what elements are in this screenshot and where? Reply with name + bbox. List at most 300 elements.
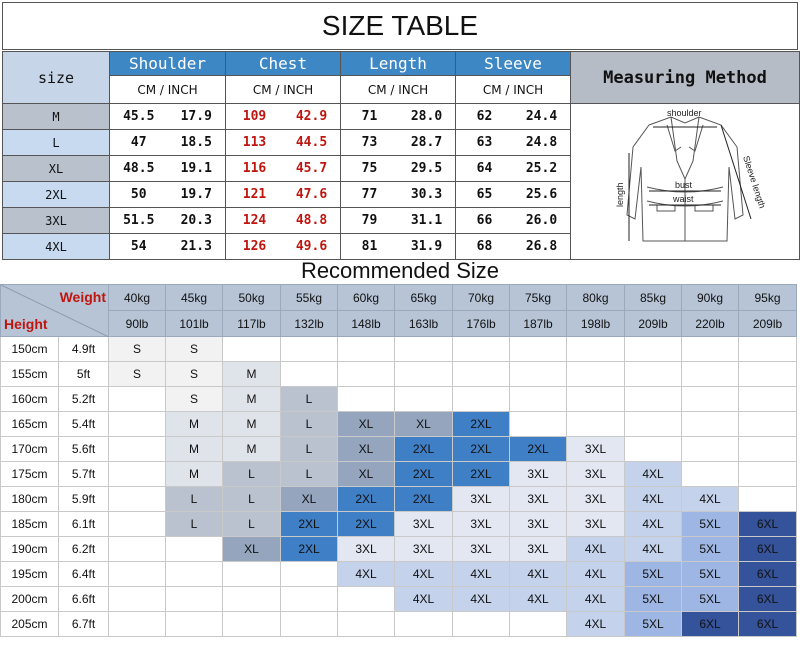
weight-height-corner [1, 285, 109, 337]
height-ft: 5.4ft [59, 412, 109, 437]
size-label: L [3, 130, 110, 156]
height-row [1, 387, 797, 412]
size-label: M [3, 104, 110, 130]
chest-inch: 45.7 [295, 161, 328, 176]
length-cm: 73 [361, 135, 378, 150]
length-header: Length [341, 52, 456, 76]
page-title: SIZE TABLE [2, 2, 798, 50]
size-header: size [3, 52, 110, 104]
weight-lb: 176lb [453, 311, 510, 337]
height-cm: 165cm [1, 412, 59, 437]
height-row [1, 537, 797, 562]
height-row [1, 412, 797, 437]
recommended-size-cell: 4XL [682, 487, 739, 512]
height-cm: 190cm [1, 537, 59, 562]
chest-inch: 47.6 [295, 187, 328, 202]
length-value [341, 130, 456, 156]
shoulder-header: Shoulder [110, 52, 226, 76]
height-row [1, 512, 797, 537]
recommended-size-cell [739, 487, 797, 512]
recommended-size-cell: XL [395, 412, 453, 437]
weight-kg: 80kg [567, 285, 625, 311]
recommended-size-cell: 3XL [453, 537, 510, 562]
recommended-size-cell: 6XL [739, 587, 797, 612]
recommended-size-cell [625, 412, 682, 437]
weight-kg: 45kg [166, 285, 223, 311]
length-cm: 81 [361, 239, 378, 254]
recommended-size-cell: S [109, 337, 166, 362]
recommended-size-cell: 3XL [453, 512, 510, 537]
recommended-size-cell: 3XL [510, 487, 567, 512]
recommended-size-cell: 2XL [453, 462, 510, 487]
recommended-size-cell: 2XL [338, 512, 395, 537]
weight-lb: 101lb [166, 311, 223, 337]
weight-kg: 60kg [338, 285, 395, 311]
sleeve-cm: 63 [476, 135, 493, 150]
weight-kg: 90kg [682, 285, 739, 311]
recommended-size-cell [109, 612, 166, 637]
shoulder-value [110, 234, 226, 260]
recommended-size-cell [109, 512, 166, 537]
weight-kg: 40kg [109, 285, 166, 311]
recommended-size-cell [453, 612, 510, 637]
weight-lb: 187lb [510, 311, 567, 337]
height-row [1, 362, 797, 387]
recommended-size-cell: S [166, 362, 223, 387]
height-row [1, 462, 797, 487]
weight-lb: 90lb [109, 311, 166, 337]
length-label: length [615, 181, 625, 207]
weight-lb: 220lb [682, 311, 739, 337]
recommended-size-cell: 2XL [453, 412, 510, 437]
length-inch: 31.9 [410, 239, 443, 254]
sleeve-value [456, 130, 571, 156]
recommended-size-cell [567, 337, 625, 362]
recommended-size-cell [395, 387, 453, 412]
recommended-size-cell: M [166, 462, 223, 487]
chest-cm: 124 [242, 213, 267, 228]
height-cm: 185cm [1, 512, 59, 537]
height-row [1, 612, 797, 637]
weight-kg: 85kg [625, 285, 682, 311]
recommended-size-cell: M [223, 412, 281, 437]
recommended-size-cell: 4XL [510, 587, 567, 612]
recommended-size-cell: 3XL [510, 462, 567, 487]
chest-value [226, 208, 341, 234]
recommended-size-cell [109, 387, 166, 412]
recommended-size-cell: M [223, 362, 281, 387]
chest-inch: 49.6 [295, 239, 328, 254]
recommended-size-cell: 4XL [510, 562, 567, 587]
recommended-size-cell [625, 337, 682, 362]
recommended-size-cell [739, 462, 797, 487]
shoulder-inch: 20.3 [180, 213, 212, 228]
shoulder-cm: 50 [130, 187, 147, 202]
recommended-size-cell [739, 437, 797, 462]
weight-kg-row [1, 285, 797, 311]
height-ft: 6.6ft [59, 587, 109, 612]
bust-label: bust [675, 179, 693, 190]
recommended-size-cell: S [166, 387, 223, 412]
recommended-size-cell [281, 562, 338, 587]
length-value [341, 234, 456, 260]
chest-value [226, 156, 341, 182]
height-ft: 6.4ft [59, 562, 109, 587]
recommended-size-cell: M [223, 437, 281, 462]
recommended-size-cell [281, 612, 338, 637]
recommended-size-cell [739, 412, 797, 437]
length-unit: CM / INCH [341, 76, 456, 104]
recommended-size-cell: 2XL [395, 487, 453, 512]
recommended-size-cell [682, 387, 739, 412]
recommended-size-cell: 5XL [625, 612, 682, 637]
recommended-size-cell [281, 337, 338, 362]
shoulder-value [110, 208, 226, 234]
recommended-size-cell: 4XL [625, 462, 682, 487]
weight-lb: 132lb [281, 311, 338, 337]
height-ft: 4.9ft [59, 337, 109, 362]
sleeve-cm: 62 [476, 109, 493, 124]
length-value [341, 104, 456, 130]
sleeve-cm: 66 [476, 213, 493, 228]
weight-lb: 148lb [338, 311, 395, 337]
recommended-size-cell: 3XL [395, 512, 453, 537]
sleeve-inch: 26.8 [525, 239, 558, 254]
chest-cm: 113 [242, 135, 267, 150]
recommended-size-cell: 4XL [625, 487, 682, 512]
sleeve-value [456, 234, 571, 260]
length-cm: 79 [361, 213, 378, 228]
chest-value [226, 130, 341, 156]
recommended-size-cell: 5XL [682, 562, 739, 587]
recommended-size-cell [109, 587, 166, 612]
recommended-size-cell: 4XL [625, 512, 682, 537]
recommended-size-cell: XL [281, 487, 338, 512]
recommended-size-cell: 4XL [453, 562, 510, 587]
weight-kg: 95kg [739, 285, 797, 311]
recommended-size-cell [625, 362, 682, 387]
recommended-size-cell [223, 562, 281, 587]
recommended-size-cell: 6XL [739, 537, 797, 562]
length-cm: 71 [361, 109, 378, 124]
recommended-size-cell [109, 562, 166, 587]
recommended-size-cell [453, 362, 510, 387]
recommended-size-cell: L [166, 512, 223, 537]
recommended-size-cell [109, 487, 166, 512]
recommended-size-cell: 2XL [338, 487, 395, 512]
recommended-size-cell: 2XL [281, 512, 338, 537]
recommended-size-cell: L [166, 487, 223, 512]
recommended-size-cell [682, 362, 739, 387]
recommended-size-cell: M [223, 387, 281, 412]
recommended-size-cell [223, 337, 281, 362]
recommended-size-cell: 5XL [682, 587, 739, 612]
size-row [3, 104, 800, 130]
recommended-size-cell: 4XL [453, 587, 510, 612]
sleeve-header: Sleeve [456, 52, 571, 76]
recommended-size-cell: L [223, 512, 281, 537]
length-value [341, 182, 456, 208]
length-inch: 28.7 [410, 135, 443, 150]
measuring-diagram-cell [571, 104, 800, 260]
chest-inch: 42.9 [295, 109, 328, 124]
recommended-size-cell [166, 587, 223, 612]
recommended-size-cell [567, 387, 625, 412]
height-ft: 5.6ft [59, 437, 109, 462]
chest-value [226, 104, 341, 130]
recommended-size-title: Recommended Size [300, 258, 500, 283]
recommended-size-cell: L [281, 412, 338, 437]
recommended-size-cell: L [281, 462, 338, 487]
recommended-size-cell [625, 437, 682, 462]
shoulder-inch: 19.7 [180, 187, 212, 202]
recommended-size-cell: 3XL [395, 537, 453, 562]
sleeve-cm: 64 [476, 161, 493, 176]
recommended-size-cell [510, 337, 567, 362]
recommended-size-cell [223, 612, 281, 637]
height-cm: 170cm [1, 437, 59, 462]
shoulder-unit: CM / INCH [110, 76, 226, 104]
recommended-size-cell [166, 612, 223, 637]
recommended-size-cell [567, 362, 625, 387]
sleeve-inch: 24.4 [525, 109, 558, 124]
chest-cm: 121 [242, 187, 267, 202]
recommended-size-cell: 2XL [395, 462, 453, 487]
length-cm: 75 [361, 161, 378, 176]
recommended-size-cell: 5XL [682, 537, 739, 562]
sleeve-value [456, 182, 571, 208]
recommended-size-cell [567, 412, 625, 437]
shoulder-cm: 45.5 [123, 109, 155, 124]
recommended-size-cell: XL [338, 412, 395, 437]
recommended-size-cell [510, 387, 567, 412]
length-inch: 31.1 [410, 213, 443, 228]
recommended-size-cell: XL [338, 462, 395, 487]
recommended-size-cell: 3XL [567, 512, 625, 537]
shoulder-label: shoulder [667, 107, 702, 118]
weight-lb: 198lb [567, 311, 625, 337]
recommended-size-cell [109, 537, 166, 562]
recommended-size-cell [395, 362, 453, 387]
length-cm: 77 [361, 187, 378, 202]
recommended-size-cell [166, 537, 223, 562]
weight-kg: 65kg [395, 285, 453, 311]
height-cm: 150cm [1, 337, 59, 362]
recommended-size-cell [338, 387, 395, 412]
weight-lb: 163lb [395, 311, 453, 337]
recommended-size-cell: 3XL [510, 537, 567, 562]
weight-label: Weight [59, 289, 106, 305]
weight-kg: 75kg [510, 285, 567, 311]
shoulder-value [110, 104, 226, 130]
recommended-size-cell [109, 437, 166, 462]
height-row [1, 487, 797, 512]
sleeve-cm: 68 [476, 239, 493, 254]
length-value [341, 156, 456, 182]
sleeve-length-label: Sleeve length [741, 154, 768, 209]
height-cm: 195cm [1, 562, 59, 587]
recommended-size-cell [338, 362, 395, 387]
weight-kg: 70kg [453, 285, 510, 311]
recommended-size-cell: 6XL [739, 512, 797, 537]
recommended-size-cell [166, 562, 223, 587]
height-ft: 6.7ft [59, 612, 109, 637]
length-inch: 28.0 [410, 109, 443, 124]
recommended-size-cell [223, 587, 281, 612]
shoulder-cm: 54 [130, 239, 147, 254]
height-ft: 5.2ft [59, 387, 109, 412]
weight-kg: 55kg [281, 285, 338, 311]
recommended-size-cell [109, 412, 166, 437]
recommended-size-cell: 2XL [281, 537, 338, 562]
sleeve-inch: 24.8 [525, 135, 558, 150]
recommended-size-cell: 3XL [453, 487, 510, 512]
recommended-size-cell [739, 387, 797, 412]
height-ft: 6.1ft [59, 512, 109, 537]
recommended-size-cell: 5XL [625, 562, 682, 587]
height-label: Height [4, 316, 48, 332]
sleeve-unit: CM / INCH [456, 76, 571, 104]
waist-label: waist [673, 193, 694, 204]
recommended-size-cell [281, 587, 338, 612]
recommended-size-cell: S [166, 337, 223, 362]
recommended-size-cell: 6XL [739, 562, 797, 587]
recommended-size-cell: 4XL [567, 587, 625, 612]
measuring-method-title: Measuring Method [571, 52, 800, 104]
recommended-size-cell [682, 337, 739, 362]
shoulder-inch: 17.9 [180, 109, 212, 124]
height-cm: 175cm [1, 462, 59, 487]
length-inch: 29.5 [410, 161, 443, 176]
recommended-size-cell [338, 587, 395, 612]
recommended-size-cell: S [109, 362, 166, 387]
height-row [1, 562, 797, 587]
weight-lb-row [1, 311, 797, 337]
recommended-size-cell [682, 437, 739, 462]
recommended-size-cell: M [166, 437, 223, 462]
height-ft: 5ft [59, 362, 109, 387]
height-row [1, 337, 797, 362]
weight-kg: 50kg [223, 285, 281, 311]
recommended-size-cell: 6XL [739, 612, 797, 637]
height-cm: 205cm [1, 612, 59, 637]
chest-cm: 116 [242, 161, 267, 176]
recommended-size-cell: 4XL [395, 562, 453, 587]
recommended-size-cell [510, 362, 567, 387]
sleeve-value [456, 104, 571, 130]
recommended-size-cell: M [166, 412, 223, 437]
height-cm: 200cm [1, 587, 59, 612]
shoulder-inch: 18.5 [180, 135, 212, 150]
sleeve-value [456, 156, 571, 182]
recommended-size-cell: 2XL [395, 437, 453, 462]
shoulder-value [110, 156, 226, 182]
length-inch: 30.3 [410, 187, 443, 202]
recommended-size-cell: 6XL [682, 612, 739, 637]
shoulder-value [110, 130, 226, 156]
recommended-size-cell [109, 462, 166, 487]
chest-header: Chest [226, 52, 341, 76]
recommended-size-cell: XL [223, 537, 281, 562]
recommended-size-cell [510, 412, 567, 437]
recommended-size-cell [510, 612, 567, 637]
recommended-size-cell [739, 362, 797, 387]
recommended-size-cell [395, 612, 453, 637]
recommended-size-cell: L [281, 437, 338, 462]
recommended-size-cell: 3XL [338, 537, 395, 562]
chest-cm: 109 [242, 109, 267, 124]
recommended-size-cell [338, 337, 395, 362]
recommended-size-cell: 4XL [567, 537, 625, 562]
chest-inch: 48.8 [295, 213, 328, 228]
size-label: 2XL [3, 182, 110, 208]
recommended-size-cell [739, 337, 797, 362]
recommended-size-cell: 3XL [567, 462, 625, 487]
size-label: 4XL [3, 234, 110, 260]
recommended-size-cell: 2XL [510, 437, 567, 462]
recommended-size-cell [338, 612, 395, 637]
size-label: XL [3, 156, 110, 182]
recommended-size-cell [281, 362, 338, 387]
shoulder-value [110, 182, 226, 208]
recommended-size-cell: L [223, 487, 281, 512]
sleeve-cm: 65 [476, 187, 493, 202]
chest-inch: 44.5 [295, 135, 328, 150]
shoulder-cm: 47 [130, 135, 147, 150]
recommended-size-cell: 2XL [453, 437, 510, 462]
height-cm: 155cm [1, 362, 59, 387]
weight-lb: 209lb [739, 311, 797, 337]
height-cm: 160cm [1, 387, 59, 412]
weight-lb: 117lb [223, 311, 281, 337]
sleeve-value [456, 208, 571, 234]
height-ft: 5.7ft [59, 462, 109, 487]
shoulder-cm: 48.5 [123, 161, 155, 176]
recommended-size-cell: 3XL [567, 487, 625, 512]
recommended-size-cell: 5XL [682, 512, 739, 537]
recommended-size-cell: 4XL [567, 562, 625, 587]
sleeve-inch: 26.0 [525, 213, 558, 228]
recommended-size-cell: 4XL [567, 612, 625, 637]
height-cm: 180cm [1, 487, 59, 512]
recommended-size-cell [682, 462, 739, 487]
height-ft: 6.2ft [59, 537, 109, 562]
shoulder-inch: 21.3 [180, 239, 212, 254]
chest-unit: CM / INCH [226, 76, 341, 104]
recommended-size-cell: L [281, 387, 338, 412]
recommended-size-cell: 4XL [338, 562, 395, 587]
recommended-size-table [0, 284, 797, 637]
weight-lb: 209lb [625, 311, 682, 337]
recommended-size-cell: L [223, 462, 281, 487]
recommended-size-cell: 5XL [625, 587, 682, 612]
chest-value [226, 234, 341, 260]
height-row [1, 437, 797, 462]
length-value [341, 208, 456, 234]
recommended-size-cell: 4XL [625, 537, 682, 562]
recommended-size-cell [453, 337, 510, 362]
recommended-size-cell [682, 412, 739, 437]
recommended-size-cell [395, 337, 453, 362]
recommended-size-cell: XL [338, 437, 395, 462]
shoulder-cm: 51.5 [123, 213, 155, 228]
recommended-size-cell [625, 387, 682, 412]
height-ft: 5.9ft [59, 487, 109, 512]
sleeve-inch: 25.6 [525, 187, 558, 202]
recommended-size-cell: 4XL [395, 587, 453, 612]
recommended-size-cell [453, 387, 510, 412]
size-table [2, 51, 800, 260]
